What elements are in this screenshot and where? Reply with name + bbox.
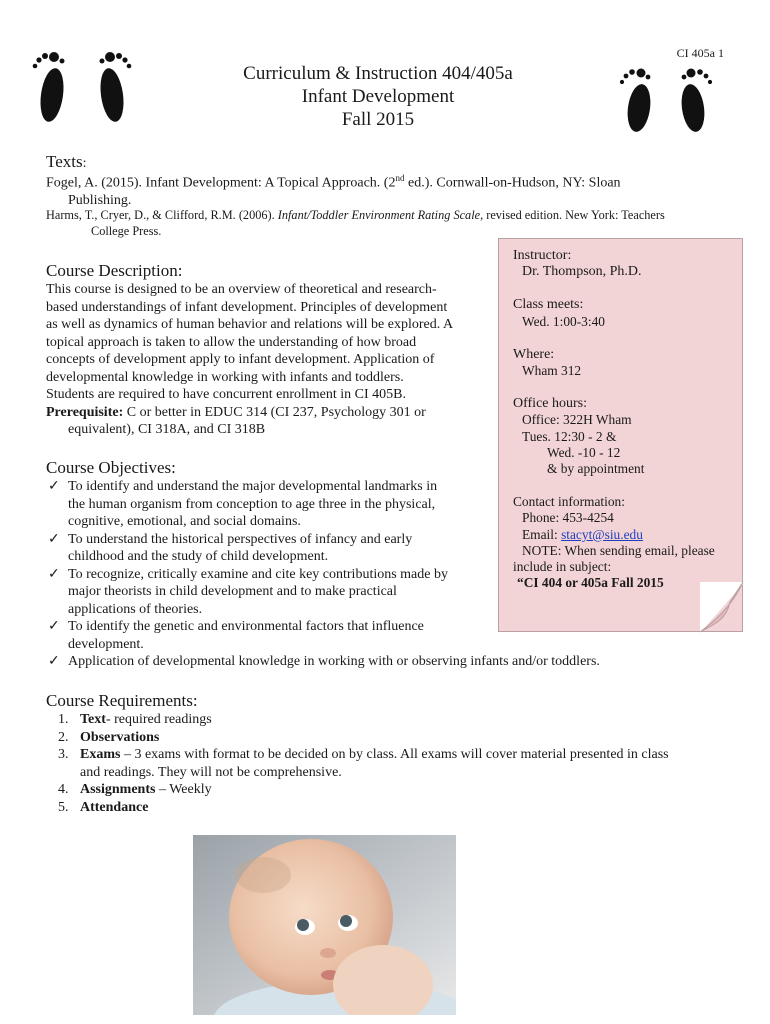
prerequisite: Prerequisite: C or better in EDUC 314 (CI 237, Psychology 301 or equivalent), CI 318A, and CI 318B: [46, 404, 426, 437]
instructor-info-content: [513, 248, 738, 591]
office-hours-wednesday: Wed. -10 - 12: [547, 444, 621, 460]
checkmark-icon: ✓: [48, 566, 60, 582]
footprints-right-icon: [615, 60, 725, 140]
textbook-reference-fogel: Fogel, A. (2015). Infant Development: A Topical Approach. (2nd ed.). Cornwall-on-Hudson, NY: Sloan Publishing.: [46, 173, 621, 209]
requirement-item: 1. Text- required readings: [58, 712, 212, 727]
checkmark-icon: ✓: [48, 531, 60, 547]
instructor-label: Instructor:: [513, 248, 572, 263]
description-line: concepts of development apply to infant development. Application of: [46, 352, 435, 367]
description-line: This course is designed to be an overview of theoretical and research-: [46, 282, 437, 297]
objective-item: ✓ To recognize, critically examine and cite key contributions made by major theorists in child development and to make practical applications of theories.: [48, 566, 448, 617]
requirement-item: 3. Exams – 3 exams with format to be decided on by class. All exams will cover material presented in class and readings. They will not be comprehensive.: [58, 747, 669, 780]
title-line-course: Curriculum & Instruction 404/405a: [243, 63, 513, 84]
email-line: Email: stacyt@siu.edu: [522, 526, 643, 542]
course-description-body: [46, 281, 488, 439]
description-line: based understandings of infant development. Principles of development: [46, 299, 448, 315]
description-line: topical approach is taken to allow the understanding of how broad: [46, 334, 417, 350]
textbook-reference-harms: Harms, T., Cryer, D., & Clifford, R.M. (2006). Infant/Toddler Environment Rating Scale, revised edition. New York: Teachers College Press.: [46, 208, 665, 238]
description-line: Students are required to have concurrent enrollment in CI 405B.: [46, 387, 407, 402]
instructor-name: Dr. Thompson, Ph.D.: [522, 264, 642, 280]
objective-item: ✓ To understand the historical perspectives of infancy and early childhood and the study of child development.: [48, 531, 413, 564]
class-meets-value: Wed. 1:00-3:40: [522, 313, 605, 329]
class-meets-label: Class meets:: [513, 297, 584, 313]
texts-heading: Texts:: [46, 152, 87, 171]
office-hours-label: Office hours:: [513, 396, 587, 412]
checkmark-icon: ✓: [48, 619, 60, 634]
objective-item: ✓ To identify the genetic and environmental factors that influence development.: [48, 619, 424, 652]
email-note-cont: include in subject:: [513, 559, 612, 575]
course-objectives-heading: Course Objectives:: [46, 458, 176, 477]
email-subject: “CI 404 or 405a Fall 2015: [517, 575, 664, 591]
requirement-item: 4. Assignments – Weekly: [58, 782, 212, 797]
baby-photo: [193, 835, 456, 1015]
objective-item: ✓ Application of developmental knowledge in working with or observing infants and/or toddlers.: [48, 654, 600, 669]
contact-label: Contact information:: [513, 494, 625, 510]
checkmark-icon: ✓: [48, 654, 60, 669]
phone-number: Phone: 453-4254: [522, 510, 614, 526]
requirement-item: 2. Observations: [58, 729, 160, 745]
title-line-subject: Infant Development: [301, 86, 455, 107]
title-line-term: Fall 2015: [341, 109, 415, 130]
course-requirements-heading: Course Requirements:: [46, 691, 198, 710]
email-link[interactable]: stacyt@siu.edu: [561, 526, 643, 542]
objective-item: ✓ To identify and understand the major developmental landmarks in the human organism from conception to age three in the physical, cognitive, emotional, and social domains.: [48, 479, 438, 529]
office-hours-appointment: & by appointment: [547, 461, 645, 477]
description-line: as well as dynamics of human behavior and relations will be explored. A: [46, 317, 454, 332]
requirement-item: 5. Attendance: [58, 799, 149, 815]
checkmark-icon: ✓: [48, 479, 60, 494]
email-note: NOTE: When sending email, please: [522, 542, 715, 558]
requirements-list: [58, 711, 718, 816]
office-hours-tuesday: Tues. 12:30 - 2 &: [522, 428, 617, 444]
course-description-heading: Course Description:: [46, 261, 183, 280]
footprints-left-icon: [30, 40, 140, 130]
document-title: [200, 62, 556, 131]
where-label: Where:: [513, 346, 555, 362]
page-number: CI 405a 1: [676, 46, 724, 60]
office-location: Office: 322H Wham: [522, 412, 632, 428]
description-line: developmental knowledge in working with infants and toddlers.: [46, 369, 404, 385]
where-value: Wham 312: [522, 363, 582, 379]
